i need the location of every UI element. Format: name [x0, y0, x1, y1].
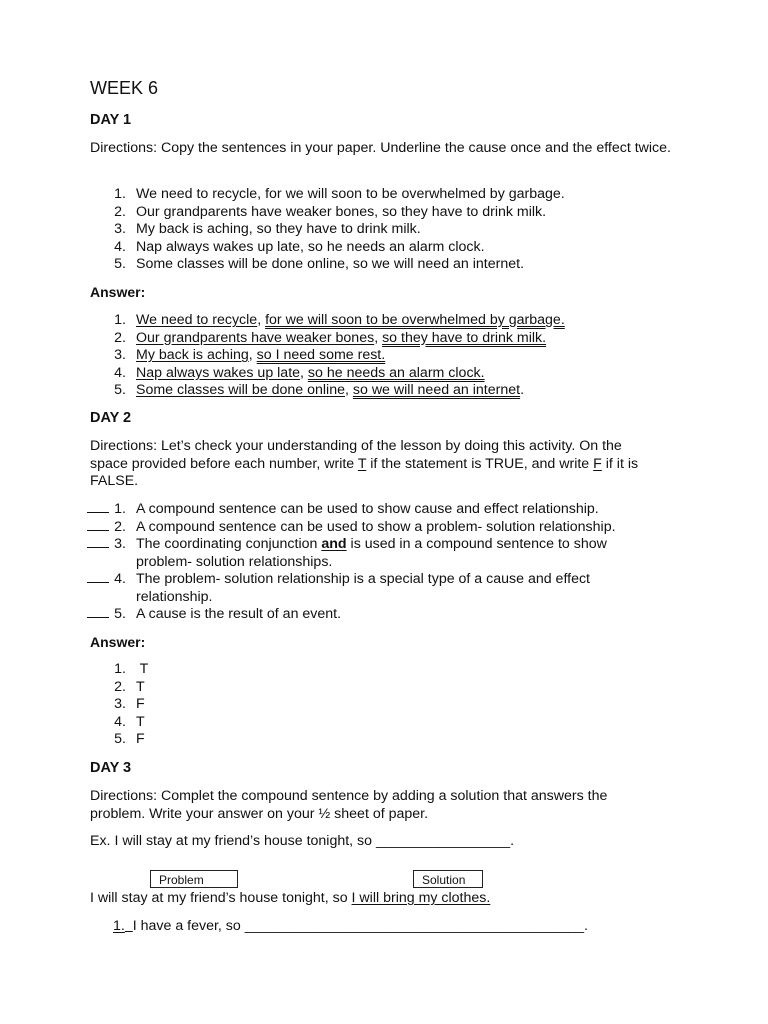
problem-label-box: Problem	[150, 870, 238, 888]
day1-question-list	[90, 186, 690, 274]
answer-item: 3. F	[114, 696, 145, 712]
day1-directions: Directions: Copy the sentences in your paper. Underline the cause once and the effect twice.	[90, 140, 671, 156]
list-item: 5. Some classes will be done online, so we will need an internet.	[114, 256, 525, 272]
answer-item: 2. Our grandparents have weaker bones, so they have to drink milk.	[114, 329, 547, 346]
answer-item: 1. T	[114, 661, 149, 677]
day2-answer-list	[90, 661, 290, 749]
day3-example: Ex. I will stay at my friend’s house tonight, so _________________.	[90, 833, 515, 849]
list-item: 2. Our grandparents have weaker bones, so they have to drink milk.	[114, 203, 547, 220]
list-item: 4. The problem- solution relationship is a special type of a cause and effect relationship.	[90, 571, 690, 606]
list-item: 3. My back is aching, so they have to drink milk.	[114, 221, 421, 237]
answer-item: 1. We need to recycle, for we will soon to be overwhelmed by garbage.	[114, 312, 565, 328]
day2-answer-label: Answer:	[90, 634, 146, 650]
list-item: 3. The coordinating conjunction and is used in a compound sentence to show problem- solution relationships.	[90, 536, 690, 571]
list-item: 1. We need to recycle, for we will soon to be overwhelmed by garbage.	[114, 186, 565, 202]
day2-heading: DAY 2	[90, 410, 132, 426]
day3-question-1: 1. I have a fever, so ___________________________________________.	[113, 918, 588, 934]
answer-item: 2. T	[114, 678, 145, 695]
answer-item: 4. Nap always wakes up late, so he needs an alarm clock.	[114, 364, 485, 381]
list-item: 2. A compound sentence can be used to show a problem- solution relationship.	[90, 519, 690, 537]
day1-heading: DAY 1	[90, 112, 132, 128]
solution-label-box: Solution	[413, 870, 483, 888]
list-item: 5. A cause is the result of an event.	[90, 606, 690, 624]
day3-directions: Directions: Complet the compound sentence by adding a solution that answers the problem. Write your answer on your ½ sheet of paper.	[90, 788, 608, 822]
answer-item: 5. Some classes will be done online, so we will need an internet.	[114, 382, 525, 398]
list-item: 4. Nap always wakes up late, so he needs an alarm clock.	[114, 238, 485, 255]
answer-blank[interactable]: I have a fever, so ___________________________________________.	[132, 918, 588, 934]
day2-directions: Directions: Let’s check your understanding of the lesson by doing this activity. On the space provided before each number, write T if the statement is TRUE, and write F if it is FALSE.	[90, 438, 639, 489]
day1-answer-label: Answer:	[90, 284, 146, 300]
list-item: 1. A compound sentence can be used to show cause and effect relationship.	[90, 501, 690, 519]
answer-item: 4. T	[114, 713, 145, 730]
answer-item: 3. My back is aching, so I need some rest.	[114, 347, 386, 363]
day3-sample-sentence: I will stay at my friend’s house tonight, so I will bring my clothes.	[90, 890, 491, 906]
page-title: WEEK 6	[90, 78, 159, 98]
day2-question-list	[90, 501, 690, 624]
day3-heading: DAY 3	[90, 760, 132, 776]
answer-item: 5. F	[114, 731, 145, 747]
day1-answer-list	[90, 312, 690, 400]
